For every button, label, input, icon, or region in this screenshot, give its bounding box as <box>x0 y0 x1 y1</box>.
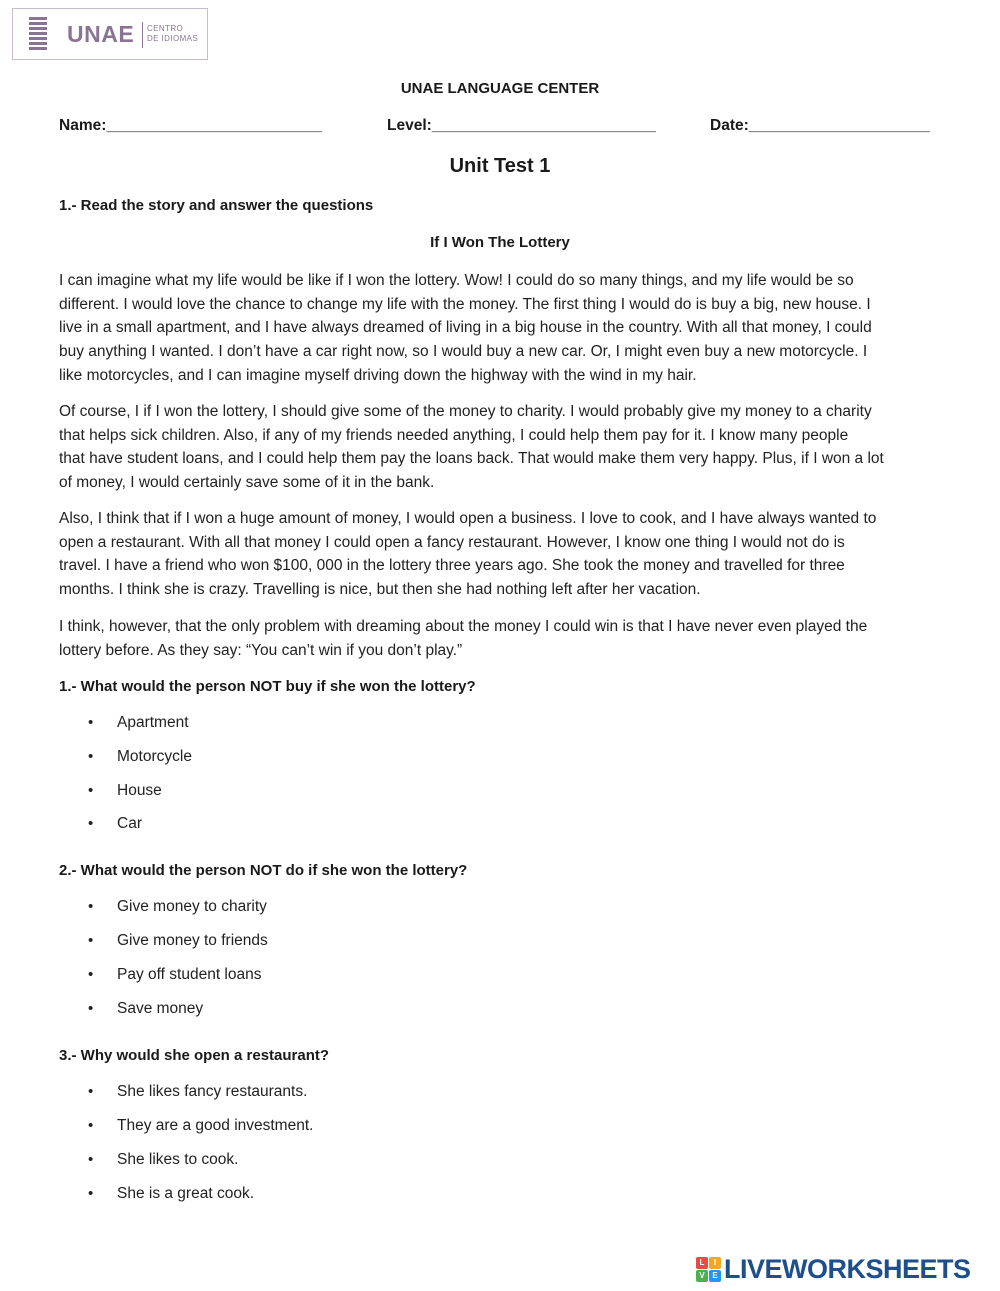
story-line: different. I would love the chance to change my life with the money. The first thing I would do is buy a big, new house. I <box>59 295 871 313</box>
bullet-icon: • <box>88 815 94 832</box>
bullet-icon: • <box>88 966 94 983</box>
option-label: Save money <box>117 1000 204 1017</box>
option-label: Apartment <box>117 714 189 731</box>
option-label: They are a good investment. <box>117 1117 314 1134</box>
option-label: She likes to cook. <box>117 1151 239 1168</box>
option-label: Motorcycle <box>117 748 192 765</box>
q3-option[interactable] <box>88 1117 313 1135</box>
icon-letter: I <box>709 1257 721 1269</box>
q1-option[interactable] <box>88 748 192 766</box>
question-1: 1.- What would the person NOT buy if she won the lottery? <box>59 678 476 695</box>
bullet-icon: • <box>88 1117 94 1134</box>
q2-option[interactable] <box>88 898 267 916</box>
icon-letter: E <box>709 1270 721 1282</box>
option-label: Give money to charity <box>117 898 267 915</box>
name-field[interactable]: Name:_________________________ <box>59 117 322 134</box>
q3-option[interactable] <box>88 1083 307 1101</box>
story-line: Also, I think that if I won a huge amount of money, I would open a business. I love to cook, and I have always wanted to <box>59 510 877 527</box>
story-title: If I Won The Lottery <box>430 234 570 251</box>
bullet-icon: • <box>88 1185 94 1202</box>
q3-option[interactable] <box>88 1151 238 1169</box>
story-line: open a restaurant. With all that money I could open a fancy restaurant. However, I know one thing I would not do is <box>59 533 845 551</box>
story-line: I can imagine what my life would be like if I won the lottery. Wow! I could do so many things, and my life would be so <box>59 272 854 289</box>
bullet-icon: • <box>88 932 94 949</box>
story-line: I think, however, that the only problem with dreaming about the money I could win is that I have never even played the <box>59 618 868 635</box>
story-line: that have student loans, and I could help them pay the loans back. That would make them very happy. Plus, if I won a lot <box>59 450 884 468</box>
story-paragraph-4 <box>59 615 939 662</box>
icon-letter: L <box>696 1257 708 1269</box>
bullet-icon: • <box>88 1151 94 1168</box>
option-label: Pay off student loans <box>117 966 262 983</box>
bullet-icon: • <box>88 1000 94 1017</box>
option-label: Give money to friends <box>117 932 268 949</box>
page-title: Unit Test 1 <box>449 155 551 177</box>
unae-logo <box>12 8 208 60</box>
option-label: She is a great cook. <box>117 1185 254 1202</box>
story-line: lottery before. As they say: “You can’t win if you don’t play.” <box>59 641 463 659</box>
story-line: months. I think she is crazy. Travelling is nice, but then she had nothing left after her vacation. <box>59 581 701 599</box>
option-label: House <box>117 782 162 799</box>
q2-option[interactable] <box>88 966 261 984</box>
liveworksheets-brand: LIVEWORKSHEETS <box>724 1254 971 1284</box>
liveworksheets-icon <box>696 1257 722 1283</box>
question-3: 3.- Why would she open a restaurant? <box>59 1047 330 1064</box>
logo-name: UNAE <box>67 21 135 47</box>
story-line: buy anything I wanted. I don’t have a car right now, so I would buy a new car. Or, I might even buy a new motorcycle. I <box>59 343 868 361</box>
story-line: travel. I have a friend who won $100, 000 in the lottery three years ago. She took the money and travelled for three <box>59 557 845 575</box>
logo-divider <box>142 22 143 48</box>
story-paragraph-3 <box>59 507 939 602</box>
bullet-icon: • <box>88 898 94 915</box>
q1-option[interactable] <box>88 815 142 833</box>
story-line: of money, I would certainly save some of it in the bank. <box>59 474 435 492</box>
story-line: that helps sick children. Also, if any of my friends needed anything, I could help them pay for it. I know many people <box>59 426 849 444</box>
story-line: Of course, I if I won the lottery, I should give some of the money to charity. I would probably give my money to a charity <box>59 403 872 420</box>
bullet-icon: • <box>88 782 94 799</box>
icon-letter: V <box>696 1270 708 1282</box>
bullet-icon: • <box>88 714 94 731</box>
section-heading: 1.- Read the story and answer the questions <box>59 197 374 214</box>
date-field[interactable]: Date:_____________________ <box>710 117 930 134</box>
question-2: 2.- What would the person NOT do if she won the lottery? <box>59 862 468 879</box>
story-paragraph-1 <box>59 269 939 388</box>
story-line: live in a small apartment, and I have always dreamed of living in a big house in the country. With all that money, I could <box>59 319 872 337</box>
story-line: like motorcycles, and I can imagine myself driving down the highway with the wind in my hair. <box>59 366 697 384</box>
logo-mark-icon <box>29 17 47 53</box>
level-field[interactable]: Level:__________________________ <box>387 117 656 134</box>
bullet-icon: • <box>88 748 94 765</box>
q1-option[interactable] <box>88 714 189 732</box>
logo-sub-line-2: DE IDIOMAS <box>147 34 199 43</box>
option-label: She likes fancy restaurants. <box>117 1083 308 1100</box>
q2-option[interactable] <box>88 1000 203 1018</box>
center-name: UNAE LANGUAGE CENTER <box>400 80 600 97</box>
q2-option[interactable] <box>88 932 268 950</box>
option-label: Car <box>117 815 142 832</box>
logo-sub-line-1: CENTRO <box>147 24 184 33</box>
logo-subtitle <box>147 24 198 44</box>
q3-option[interactable] <box>88 1185 254 1203</box>
story-paragraph-2 <box>59 400 939 495</box>
bullet-icon: • <box>88 1083 94 1100</box>
q1-option[interactable] <box>88 782 162 800</box>
